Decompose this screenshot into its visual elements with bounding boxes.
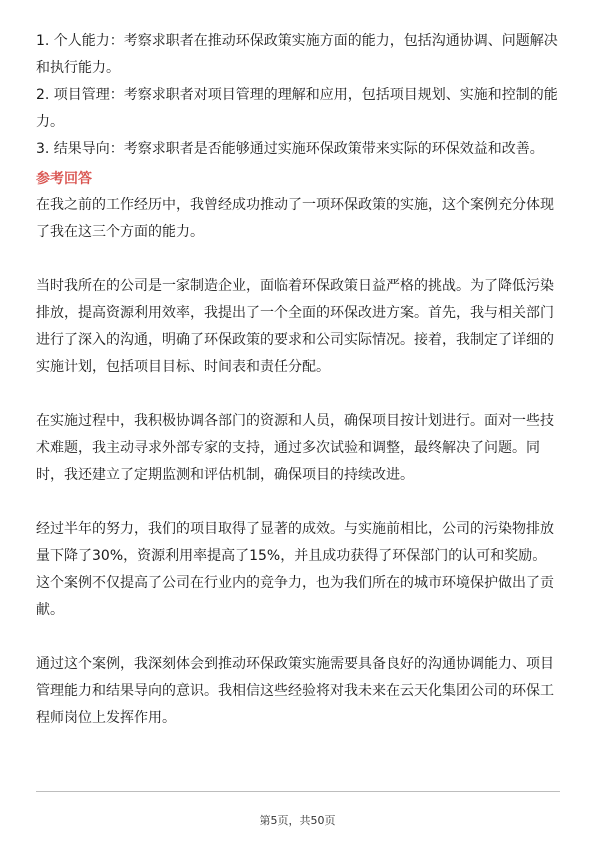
answer-paragraph-implementation: 在实施过程中，我积极协调各部门的资源和人员，确保项目按计划进行。面对一些技术难题，我主动寻求外部专家的支持，通过多次试验和调整，最终解决了问题。同时，我还建立了定期监测和评估机制，确保项目的持续改进。 [36, 413, 554, 483]
criterion-result-oriented: 3. 结果导向：考察求职者是否能够通过实施环保政策带来实际的环保效益和改善。 [36, 141, 544, 157]
answer-paragraph-intro: 在我之前的工作经历中，我曾经成功推动了一项环保政策的实施，这个案例充分体现了我在这三个方面的能力。 [36, 197, 554, 240]
answer-paragraph-background: 当时我所在的公司是一家制造企业，面临着环保政策日益严格的挑战。为了降低污染排放，提高资源利用效率，我提出了一个全面的环保改进方案。首先，我与相关部门进行了深入的沟通，明确了环保政策的要求和公司实际情况。接着，我制定了详细的实施计划，包括项目目标、时间表和责任分配。 [36, 278, 554, 375]
document-body [36, 28, 560, 732]
page-number: 第5页，共50页 [259, 814, 336, 827]
criterion-personal-ability: 1. 个人能力：考察求职者在推动环保政策实施方面的能力，包括沟通协调、问题解决和执行能力。 [36, 33, 558, 76]
criterion-project-management: 2. 项目管理：考察求职者对项目管理的理解和应用，包括项目规划、实施和控制的能力。 [36, 87, 558, 130]
answer-heading: 参考回答 [36, 171, 92, 187]
answer-paragraph-conclusion: 通过这个案例，我深刻体会到推动环保政策实施需要具备良好的沟通协调能力、项目管理能力和结果导向的意识。我相信这些经验将对我未来在云天化集团公司的环保工程师岗位上发挥作用。 [36, 656, 554, 726]
answer-paragraph-results: 经过半年的努力，我们的项目取得了显著的成效。与实施前相比，公司的污染物排放量下降了30%，资源利用率提高了15%，并且成功获得了环保部门的认可和奖励。这个案例不仅提高了公司在行业内的竞争力，也为我们所在的城市环境保护做出了贡献。 [36, 521, 554, 618]
footer-divider [36, 791, 560, 792]
